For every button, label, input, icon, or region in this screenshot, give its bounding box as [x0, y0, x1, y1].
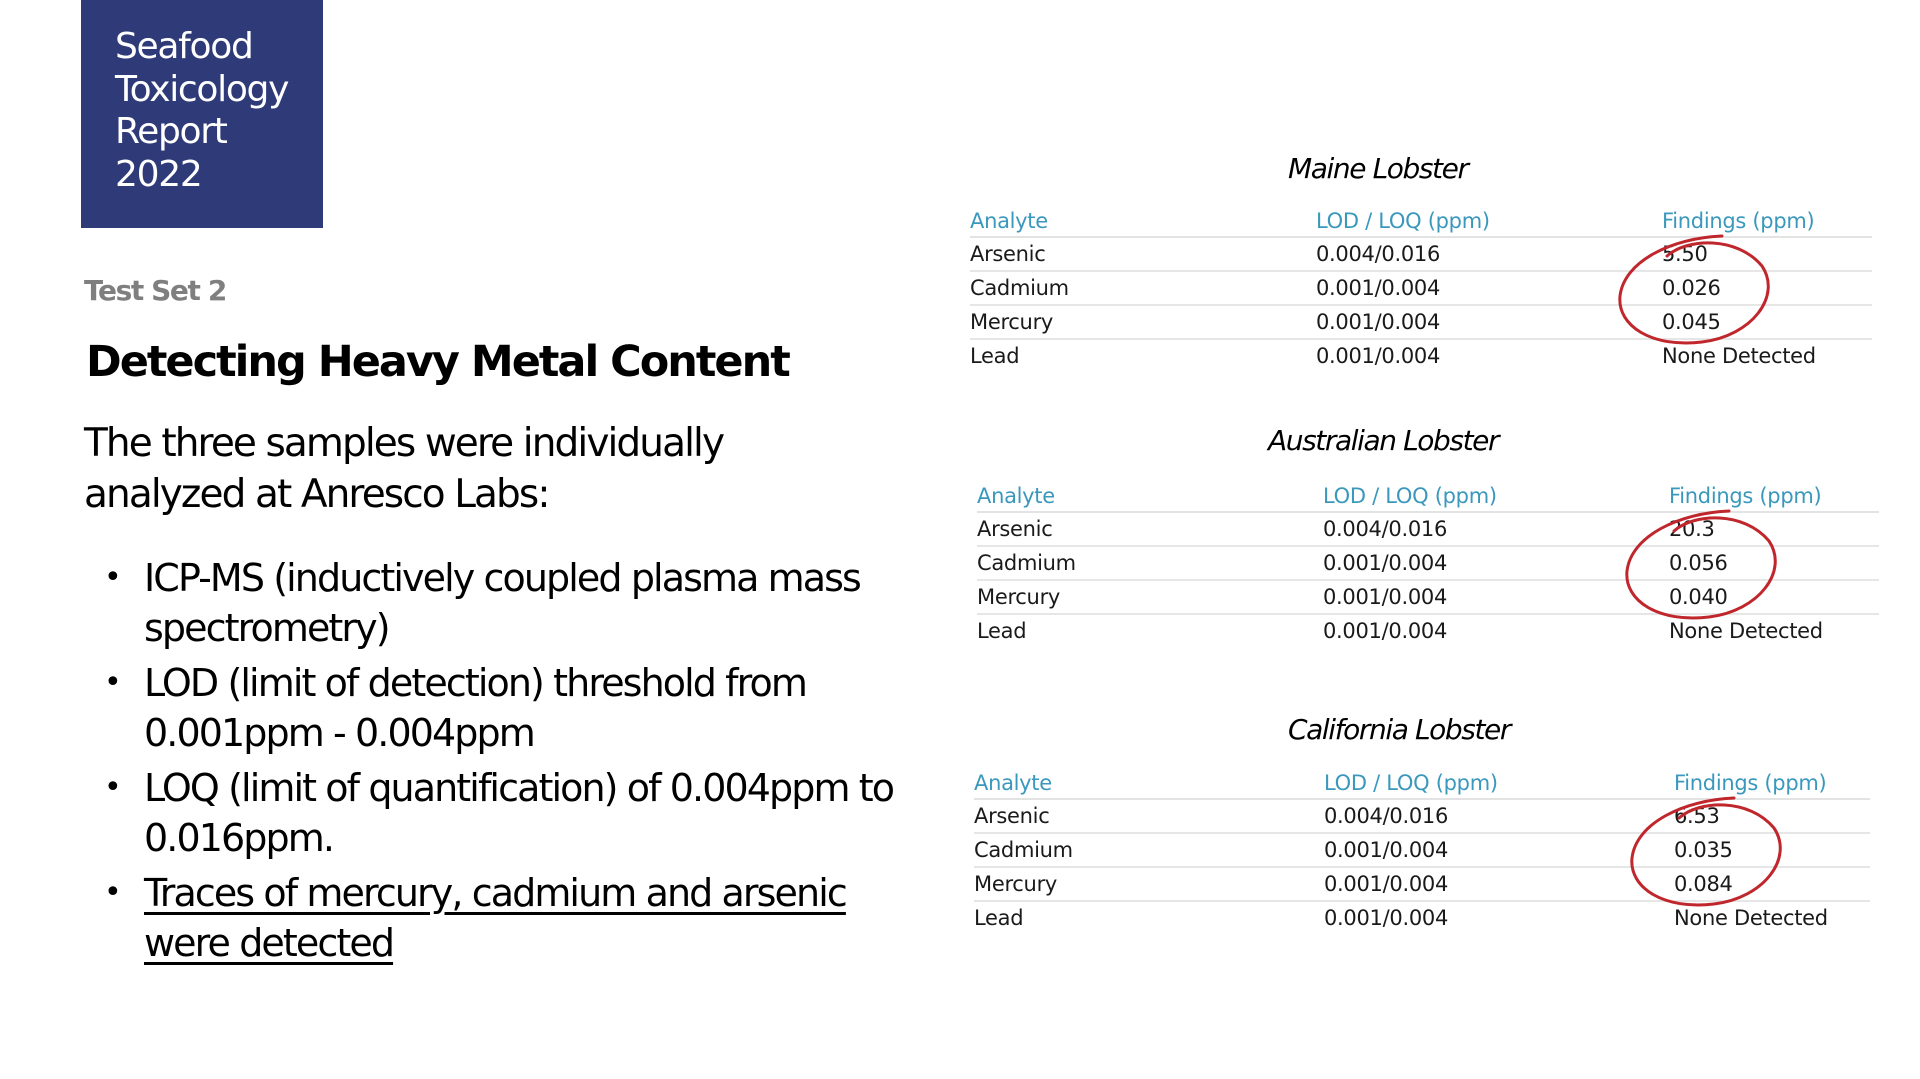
report-title-line: Toxicology: [115, 68, 289, 110]
bullet-text: LOQ (limit of quantification) of 0.004ppm to 0.016ppm.: [144, 766, 894, 860]
report-title-line: Report: [115, 111, 227, 152]
table-row: [970, 237, 1872, 271]
table-title: Australian Lobster: [1268, 424, 1499, 457]
bullet-item-highlight: [104, 868, 924, 968]
table-header-row: [974, 768, 1870, 799]
table-row: [974, 833, 1870, 867]
findings-cell: 5.50: [1662, 237, 1872, 271]
results-table: [974, 768, 1870, 934]
table-row: [974, 901, 1870, 934]
table-row: [977, 512, 1879, 546]
bullet-item: [104, 763, 924, 863]
table-row: [977, 580, 1879, 614]
test-set-label: Test Set 2: [84, 274, 226, 307]
bullet-text: LOD (limit of detection) threshold from 0.001ppm - 0.004ppm: [144, 661, 807, 755]
lod-loq-cell: 0.001/0.004: [1324, 906, 1449, 930]
report-title-box: [81, 0, 323, 228]
analyte-cell: Mercury: [974, 867, 1324, 901]
bullet-icon: •: [104, 560, 120, 595]
lod-loq-cell: 0.001/0.004: [1316, 271, 1662, 305]
results-table: [977, 481, 1879, 647]
table-row: [974, 867, 1870, 901]
bullet-icon: •: [104, 770, 120, 805]
bullet-text: Traces of mercury, cadmium and arsenic were detected: [144, 871, 846, 965]
findings-cell: 0.056: [1669, 546, 1879, 580]
column-header: Findings (ppm): [1662, 206, 1872, 237]
column-header: Findings (ppm): [1674, 768, 1870, 799]
lod-loq-cell: 0.001/0.004: [1316, 305, 1662, 339]
analyte-cell: Arsenic: [970, 237, 1316, 271]
findings-cell: None Detected: [1662, 344, 1816, 368]
lod-loq-cell: 0.004/0.016: [1323, 512, 1669, 546]
table-header-row: [970, 206, 1872, 237]
analyte-cell: Cadmium: [970, 271, 1316, 305]
table-title: California Lobster: [1288, 713, 1510, 746]
bullet-item: [104, 658, 924, 758]
analyte-cell: Cadmium: [974, 833, 1324, 867]
table-header-row: [977, 481, 1879, 512]
analyte-cell: Arsenic: [977, 512, 1323, 546]
column-header: LOD / LOQ (ppm): [1324, 768, 1674, 799]
lod-loq-cell: 0.001/0.004: [1324, 833, 1674, 867]
findings-cell: 0.045: [1662, 305, 1872, 339]
column-header: Findings (ppm): [1669, 481, 1879, 512]
lod-loq-cell: 0.001/0.004: [1316, 344, 1441, 368]
column-header: Analyte: [977, 481, 1323, 512]
lod-loq-cell: 0.001/0.004: [1323, 580, 1669, 614]
bullet-text: ICP-MS (inductively coupled plasma mass spectrometry): [144, 556, 860, 650]
results-table: [970, 206, 1872, 372]
findings-cell: None Detected: [1674, 906, 1828, 930]
lod-loq-cell: 0.001/0.004: [1323, 546, 1669, 580]
findings-cell: None Detected: [1669, 619, 1823, 643]
analyte-cell: Mercury: [977, 580, 1323, 614]
table-row: [970, 305, 1872, 339]
findings-cell: 0.035: [1674, 833, 1870, 867]
bullet-icon: •: [104, 875, 120, 910]
report-title-line: Seafood: [115, 26, 253, 67]
analyte-cell: Lead: [974, 906, 1024, 930]
page-heading: Detecting Heavy Metal Content: [86, 337, 789, 387]
table-title: Maine Lobster: [1288, 152, 1468, 185]
table-row: [977, 614, 1879, 647]
analyte-cell: Cadmium: [977, 546, 1323, 580]
lod-loq-cell: 0.001/0.004: [1323, 619, 1448, 643]
findings-cell: 0.084: [1674, 867, 1870, 901]
bullet-item: [104, 553, 924, 653]
table-row: [977, 546, 1879, 580]
analyte-cell: Arsenic: [974, 799, 1324, 833]
findings-cell: 0.040: [1669, 580, 1879, 614]
intro-paragraph: The three samples were individually analyzed at Anresco Labs:: [84, 421, 724, 517]
column-header: LOD / LOQ (ppm): [1323, 481, 1669, 512]
method-bullet-list: [104, 553, 924, 973]
bullet-icon: •: [104, 665, 120, 700]
analyte-cell: Mercury: [970, 305, 1316, 339]
findings-cell: 20.3: [1669, 512, 1879, 546]
findings-cell: 6.53: [1674, 799, 1870, 833]
analyte-cell: Lead: [970, 344, 1020, 368]
analyte-cell: Lead: [977, 619, 1027, 643]
column-header: Analyte: [974, 768, 1324, 799]
table-row: [974, 799, 1870, 833]
lod-loq-cell: 0.001/0.004: [1324, 867, 1674, 901]
lod-loq-cell: 0.004/0.016: [1316, 237, 1662, 271]
lod-loq-cell: 0.004/0.016: [1324, 799, 1674, 833]
column-header: Analyte: [970, 206, 1316, 237]
column-header: LOD / LOQ (ppm): [1316, 206, 1662, 237]
report-title-line: 2022: [115, 153, 202, 195]
table-row: [970, 271, 1872, 305]
findings-cell: 0.026: [1662, 271, 1872, 305]
table-row: [970, 339, 1872, 372]
